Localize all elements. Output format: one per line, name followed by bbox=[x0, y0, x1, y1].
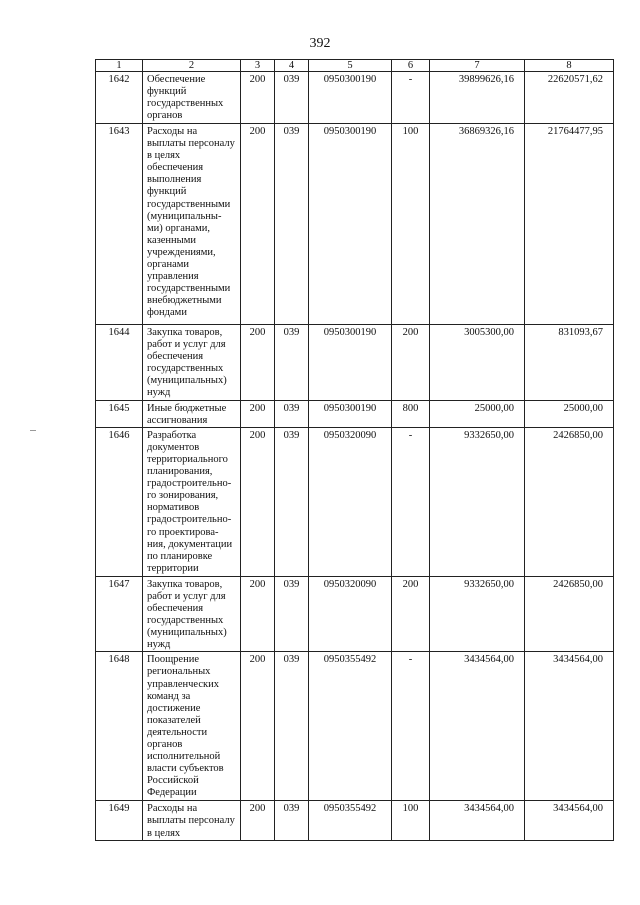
row-type: 200 bbox=[392, 576, 430, 652]
row-id: 1647 bbox=[96, 576, 143, 652]
row-value-8: 831093,67 bbox=[525, 325, 614, 401]
header-col-2: 2 bbox=[143, 60, 241, 72]
table-row bbox=[96, 801, 614, 840]
row-col3: 200 bbox=[241, 801, 275, 840]
row-value-8: 22620571,62 bbox=[525, 72, 614, 124]
row-type: 100 bbox=[392, 124, 430, 325]
row-name: Иные бюджетные ассигнования bbox=[143, 400, 241, 427]
row-value-8: 25000,00 bbox=[525, 400, 614, 427]
table-row bbox=[96, 427, 614, 576]
row-col4: 039 bbox=[275, 427, 309, 576]
row-col3: 200 bbox=[241, 427, 275, 576]
row-code: 0950300190 bbox=[309, 400, 392, 427]
header-col-4: 4 bbox=[275, 60, 309, 72]
row-id: 1643 bbox=[96, 124, 143, 325]
row-type: 100 bbox=[392, 801, 430, 840]
header-col-8: 8 bbox=[525, 60, 614, 72]
row-name: Обеспечение функций государственных органов bbox=[143, 72, 241, 124]
header-col-1: 1 bbox=[96, 60, 143, 72]
row-id: 1649 bbox=[96, 801, 143, 840]
row-value-7: 25000,00 bbox=[430, 400, 525, 427]
row-col4: 039 bbox=[275, 576, 309, 652]
row-id: 1648 bbox=[96, 652, 143, 801]
header-col-6: 6 bbox=[392, 60, 430, 72]
row-type: - bbox=[392, 72, 430, 124]
row-type: 200 bbox=[392, 325, 430, 401]
row-code: 0950355492 bbox=[309, 652, 392, 801]
row-col3: 200 bbox=[241, 325, 275, 401]
table-row bbox=[96, 400, 614, 427]
row-value-7: 39899626,16 bbox=[430, 72, 525, 124]
row-id: 1644 bbox=[96, 325, 143, 401]
row-code: 0950300190 bbox=[309, 72, 392, 124]
row-value-8: 3434564,00 bbox=[525, 652, 614, 801]
row-col3: 200 bbox=[241, 124, 275, 325]
row-code: 0950300190 bbox=[309, 124, 392, 325]
header-col-5: 5 bbox=[309, 60, 392, 72]
header-row bbox=[96, 60, 614, 72]
margin-mark bbox=[30, 430, 36, 431]
row-value-7: 9332650,00 bbox=[430, 576, 525, 652]
row-col4: 039 bbox=[275, 652, 309, 801]
page-number: 392 bbox=[309, 36, 331, 51]
row-name: Поощрение региональных управленческих команд за достижение показателей деятельности органов исполнительной власти субъектов Российской Федерации bbox=[143, 652, 241, 801]
row-value-7: 3434564,00 bbox=[430, 652, 525, 801]
header-col-3: 3 bbox=[241, 60, 275, 72]
row-id: 1645 bbox=[96, 400, 143, 427]
table-row bbox=[96, 72, 614, 124]
row-name: Закупка товаров, работ и услуг для обеспечения государственных (муниципальных) нужд bbox=[143, 325, 241, 401]
row-value-7: 3005300,00 bbox=[430, 325, 525, 401]
row-col3: 200 bbox=[241, 576, 275, 652]
row-type: - bbox=[392, 652, 430, 801]
table-row bbox=[96, 652, 614, 801]
row-value-7: 9332650,00 bbox=[430, 427, 525, 576]
row-col4: 039 bbox=[275, 400, 309, 427]
row-id: 1646 bbox=[96, 427, 143, 576]
row-value-8: 2426850,00 bbox=[525, 576, 614, 652]
budget-table bbox=[95, 59, 614, 841]
row-name: Расходы на выплаты персоналу в целях обеспечения выполнения функций государственными (муниципальны-ми) органами, казенными учреждениями, органами управления государственными внебюджетными фондами bbox=[143, 124, 241, 325]
row-name: Разработка документов территориального планирования, градостроительно-го зонирования, нормативов градостроительно-го проектирова-ния, документации по планировке территории bbox=[143, 427, 241, 576]
row-value-8: 3434564,00 bbox=[525, 801, 614, 840]
table-row bbox=[96, 124, 614, 325]
row-code: 0950300190 bbox=[309, 325, 392, 401]
row-value-7: 3434564,00 bbox=[430, 801, 525, 840]
row-value-7: 36869326,16 bbox=[430, 124, 525, 325]
row-type: - bbox=[392, 427, 430, 576]
row-col4: 039 bbox=[275, 124, 309, 325]
row-col4: 039 bbox=[275, 72, 309, 124]
row-code: 0950320090 bbox=[309, 427, 392, 576]
row-value-8: 2426850,00 bbox=[525, 427, 614, 576]
row-name: Расходы на выплаты персоналу в целях bbox=[143, 801, 241, 840]
row-col3: 200 bbox=[241, 72, 275, 124]
row-type: 800 bbox=[392, 400, 430, 427]
row-col4: 039 bbox=[275, 801, 309, 840]
row-col3: 200 bbox=[241, 652, 275, 801]
row-code: 0950320090 bbox=[309, 576, 392, 652]
row-col3: 200 bbox=[241, 400, 275, 427]
row-name: Закупка товаров, работ и услуг для обеспечения государственных (муниципальных) нужд bbox=[143, 576, 241, 652]
row-col4: 039 bbox=[275, 325, 309, 401]
row-value-8: 21764477,95 bbox=[525, 124, 614, 325]
header-col-7: 7 bbox=[430, 60, 525, 72]
table-row bbox=[96, 325, 614, 401]
row-code: 0950355492 bbox=[309, 801, 392, 840]
row-id: 1642 bbox=[96, 72, 143, 124]
table-row bbox=[96, 576, 614, 652]
